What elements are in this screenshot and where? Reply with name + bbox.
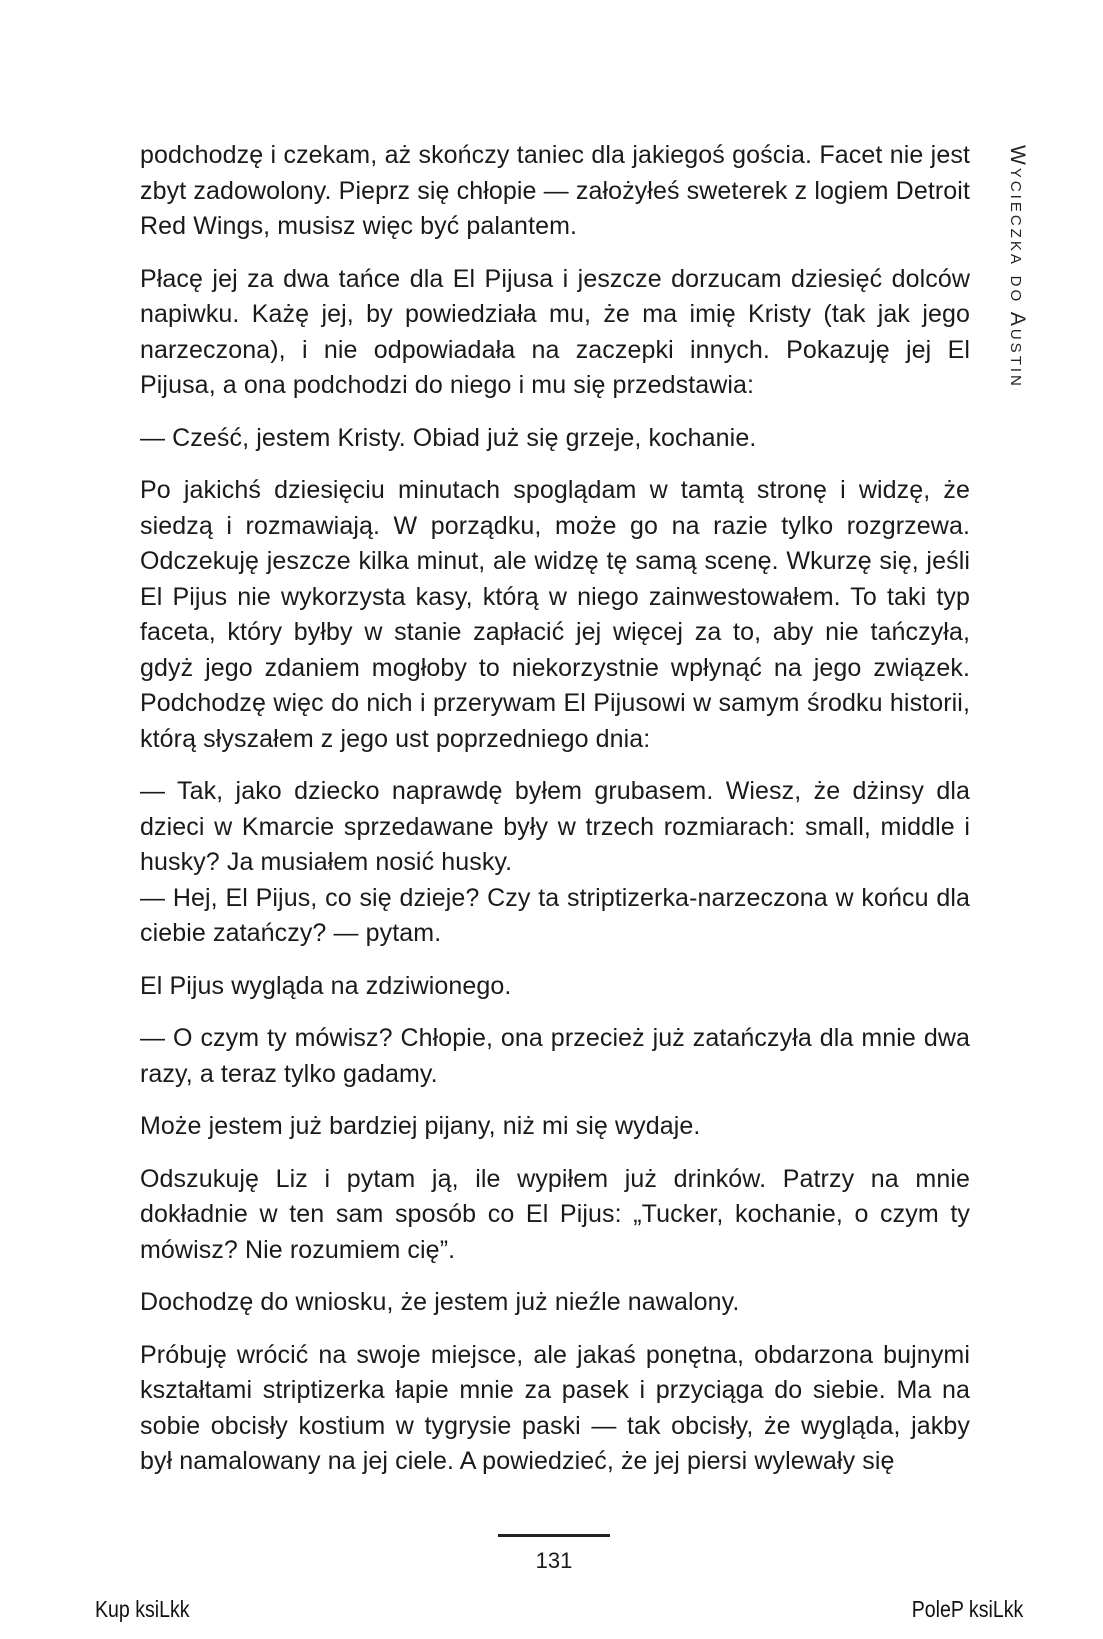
page-number: 131 xyxy=(535,1548,573,1573)
paragraph: — Tak, jako dziecko naprawdę byłem grubasem. Wiesz, że dżinsy dla dzieci w Kmarcie sprzedawane były w trzech rozmiarach: small, middle i husky? Ja musiałem nosić husky. xyxy=(140,777,970,876)
paragraph: Po jakichś dziesięciu minutach spoglądam w tamtą stronę i widzę, że siedzą i rozmawiają. W porządku, może go na razie tylko rozgrzewa. Odczekuję jeszcze kilka minut, ale widzę tę samą scenę. Wkurzę się, jeśli El Pijus nie wykorzysta kasy, którą w niego zainwestowałem. To taki typ faceta, który byłby w stanie zapłacić jej więcej za to, aby nie tańczyła, gdyż jego zdaniem mogłoby to niekorzystnie wpłynąć na jego związek. Podchodzę więc do nich i przerywam El Pijusowi w samym środku historii, którą słyszałem z jego ust poprzedniego dnia: xyxy=(140,476,970,753)
paragraph: podchodzę i czekam, aż skończy taniec dla jakiegoś gościa. Facet nie jest zbyt zadowolony. Pieprz się chłopie — założyłeś sweterek z logiem Detroit Red Wings, musisz więc być palantem. xyxy=(140,141,970,240)
paragraph: Dochodzę do wniosku, że jestem już nieźle nawalony. xyxy=(140,1288,740,1316)
paragraph: Płacę jej za dwa tańce dla El Pijusa i jeszcze dorzucam dziesięć dolców napiwku. Każę jej, by powiedziała mu, że ma imię Kristy (tak jak jego narzeczona), i nie odpowiadała na zaczepki innych. Pokazuję jej El Pijusa, a ona podchodzi do niego i mu się przedstawia: xyxy=(140,264,970,399)
paragraph: Odszukuję Liz i pytam ją, ile wypiłem już drinków. Patrzy na mnie dokładnie w ten sam sposób co El Pijus: „Tucker, kochanie, o czym ty mówisz? Nie rozumiem cię”. xyxy=(140,1164,970,1264)
paragraph: — Cześć, jestem Kristy. Obiad już się grzeje, kochanie. xyxy=(140,423,757,452)
body-text xyxy=(140,138,970,1497)
footer-recommend-link[interactable]: PoleP ksiLkk xyxy=(911,1596,1023,1622)
page-number-rule xyxy=(498,1534,610,1537)
running-head: Wycieczka do Austin xyxy=(1006,145,1029,389)
footer-buy-link[interactable]: Kup ksiLkk xyxy=(95,1596,190,1622)
paragraph: — O czym ty mówisz? Chłopie, ona przecież już zatańczyła dla mnie dwa razy, a teraz tylko gadamy. xyxy=(140,1024,970,1088)
paragraph: Może jestem już bardziej pijany, niż mi się wydaje. xyxy=(140,1112,701,1140)
paragraph: — Hej, El Pijus, co się dzieje? Czy ta striptizerka-narzeczona w końcu dla ciebie zatańczy? — pytam. xyxy=(140,883,970,947)
paragraph: Próbuję wrócić na swoje miejsce, ale jakaś ponętna, obdarzona bujnymi kształtami striptizerka łapie mnie za pasek i przyciąga do siebie. Ma na sobie obcisły kostium w tygrysie paski — tak obcisły, że wygląda, jakby był namalowany na jej ciele. A powiedzieć, że jej piersi wylewały się xyxy=(140,1340,970,1475)
paragraph: El Pijus wygląda na zdziwionego. xyxy=(140,971,512,1000)
